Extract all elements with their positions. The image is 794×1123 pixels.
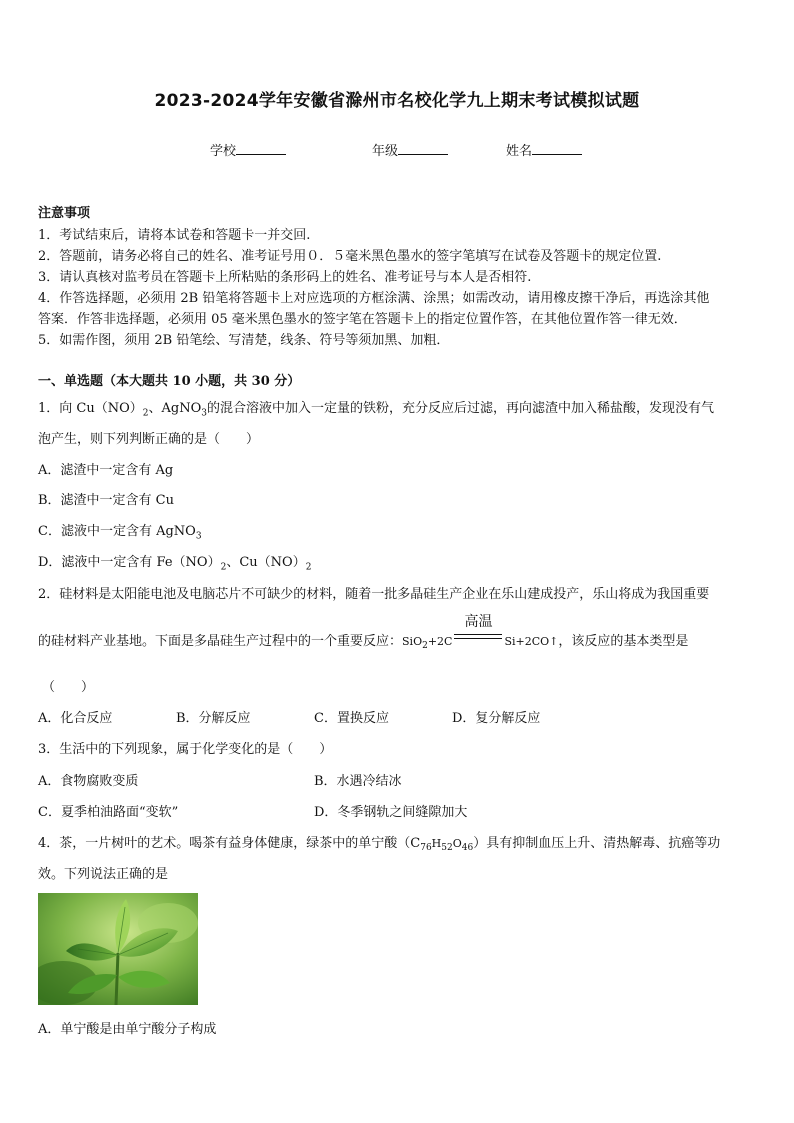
formula-part: H	[431, 837, 442, 850]
q2-text: 的硅材料产业基地。下面是多晶硅生产过程中的一个重要反应：	[38, 634, 403, 649]
equals-bar	[454, 638, 502, 639]
section-heading: 一、单选题（本大题共 10 小题，共 30 分）	[38, 374, 301, 389]
q3-option-b[interactable]: B．水遇冷结冰	[314, 774, 402, 789]
q3-option-a[interactable]: A．食物腐败变质	[38, 774, 139, 789]
q2-option-b[interactable]: B．分解反应	[176, 711, 251, 726]
subscript: 2	[422, 641, 428, 652]
subscript: 52	[441, 843, 453, 854]
name-blank[interactable]	[532, 142, 582, 155]
subscript: 3	[201, 408, 207, 419]
grade-blank[interactable]	[398, 142, 448, 155]
q1-text: 、AgNO	[148, 401, 202, 416]
eq-part: +2C	[427, 635, 453, 648]
q4-stem-line2: 效。下列说法正确的是	[38, 867, 169, 882]
q2-option-c[interactable]: C．置换反应	[314, 711, 389, 726]
notice-item: 4．作答选择题，必须用 2B 铅笔将答题卡上对应选项的方框涂满、涂黑；如需改动，请用橡皮擦干净后，再选涂其他	[38, 291, 710, 306]
grade-field	[372, 140, 448, 159]
q1-option-d-text: ）	[207, 555, 221, 570]
grade-label: 年级	[372, 144, 399, 159]
q1-option-b[interactable]: B．滤渣中一定含有 Cu	[38, 493, 175, 508]
q1-option-c-text: C．滤液中一定含有 AgNO	[38, 524, 196, 539]
subscript: 46	[461, 843, 474, 854]
q4-stem-line1	[38, 832, 720, 853]
q1-stem-line1	[38, 397, 714, 419]
q1-option-d-text: D．滤液中一定含有 Fe（NO	[38, 555, 208, 570]
reaction-arrow	[452, 614, 504, 645]
q1-option-d[interactable]	[38, 551, 311, 573]
q1-option-d-text: ）	[292, 555, 306, 570]
name-label: 姓名	[506, 144, 533, 159]
notice-item: 5．如需作图，须用 2B 铅笔绘、写清楚，线条、符号等须加黑、加粗．	[38, 333, 450, 348]
tea-leaves-photo	[38, 893, 198, 1005]
school-field	[210, 140, 286, 159]
q1-text: ）	[129, 401, 143, 416]
q3-option-d[interactable]: D．冬季钢轨之间缝隙加大	[314, 805, 468, 820]
name-field	[506, 140, 582, 159]
notice-item: 答案．作答非选择题，必须用 05 毫米黑色墨水的签字笔在答题卡上的指定位置作答，在其他位置作答一律无效．	[38, 312, 687, 327]
formula-part: O	[452, 837, 462, 850]
school-label: 学校	[210, 144, 237, 159]
q4-text: ）具有抑制血压上升、清热解毒、抗癌等功	[473, 836, 721, 851]
notice-item: 3．请认真核对监考员在答题卡上所粘贴的条形码上的姓名、准考证号与本人是否相符.	[38, 270, 532, 285]
q3-stem: 3．生活中的下列现象，属于化学变化的是（ ）	[38, 742, 333, 757]
q1-stem-line2: 泡产生，则下列判断正确的是（ ）	[38, 432, 260, 447]
q1-text: 的混合溶液中加入一定量的铁粉，充分反应后过滤，再向滤渣中加入稀盐酸，发现没有气	[207, 401, 715, 416]
q4-option-a[interactable]: A．单宁酸是由单宁酸分子构成	[38, 1022, 217, 1037]
eq-part: SiO	[402, 635, 423, 648]
q2-option-d[interactable]: D．复分解反应	[452, 711, 541, 726]
notice-item: 2．答题前，请务必将自己的姓名、准考证号用０．５毫米黑色墨水的签字笔填写在试卷及答题卡的规定位置.	[38, 249, 662, 264]
page-title: 2023-2024学年安徽省滁州市名校化学九上期末考试模拟试题	[154, 91, 640, 111]
subscript: 3	[195, 531, 202, 542]
q3-option-c[interactable]: C．夏季柏油路面“变软”	[38, 805, 179, 820]
q1-option-a[interactable]: A．滤渣中一定含有 Ag	[38, 463, 174, 478]
q2-stem-line1: 2．硅材料是太阳能电池及电脑芯片不可缺少的材料，随着一批多晶硅生产企业在乐山建成投产，乐山将成为我国重要	[38, 587, 710, 602]
q4-text: 4．茶，一片树叶的艺术。喝茶有益身体健康，绿茶中的单宁酸（C	[38, 836, 421, 851]
notice-item: 1．考试结束后，请将本试卷和答题卡一并交回.	[38, 228, 311, 243]
chemical-equation	[402, 614, 559, 652]
equals-bar	[454, 634, 502, 635]
q1-option-d-text: 、Cu（NO	[226, 555, 293, 570]
school-blank[interactable]	[236, 142, 286, 155]
eq-part: Si+2CO↑	[504, 635, 559, 648]
q2-answer-bracket: （ ）	[42, 680, 95, 695]
reaction-condition: 高温	[464, 614, 493, 630]
notice-heading: 注意事项	[38, 206, 91, 221]
q2-stem-line2	[38, 614, 689, 652]
subscript: 76	[420, 843, 432, 854]
q1-text: 1．向 Cu（NO	[38, 401, 130, 416]
subscript: 2	[220, 562, 227, 573]
q1-option-c[interactable]	[38, 520, 202, 542]
q2-text: ，该反应的基本类型是	[558, 634, 689, 649]
tea-leaves-image	[38, 893, 198, 1005]
subscript: 2	[305, 562, 312, 573]
q2-option-a[interactable]: A．化合反应	[38, 711, 113, 726]
subscript: 2	[142, 408, 149, 419]
